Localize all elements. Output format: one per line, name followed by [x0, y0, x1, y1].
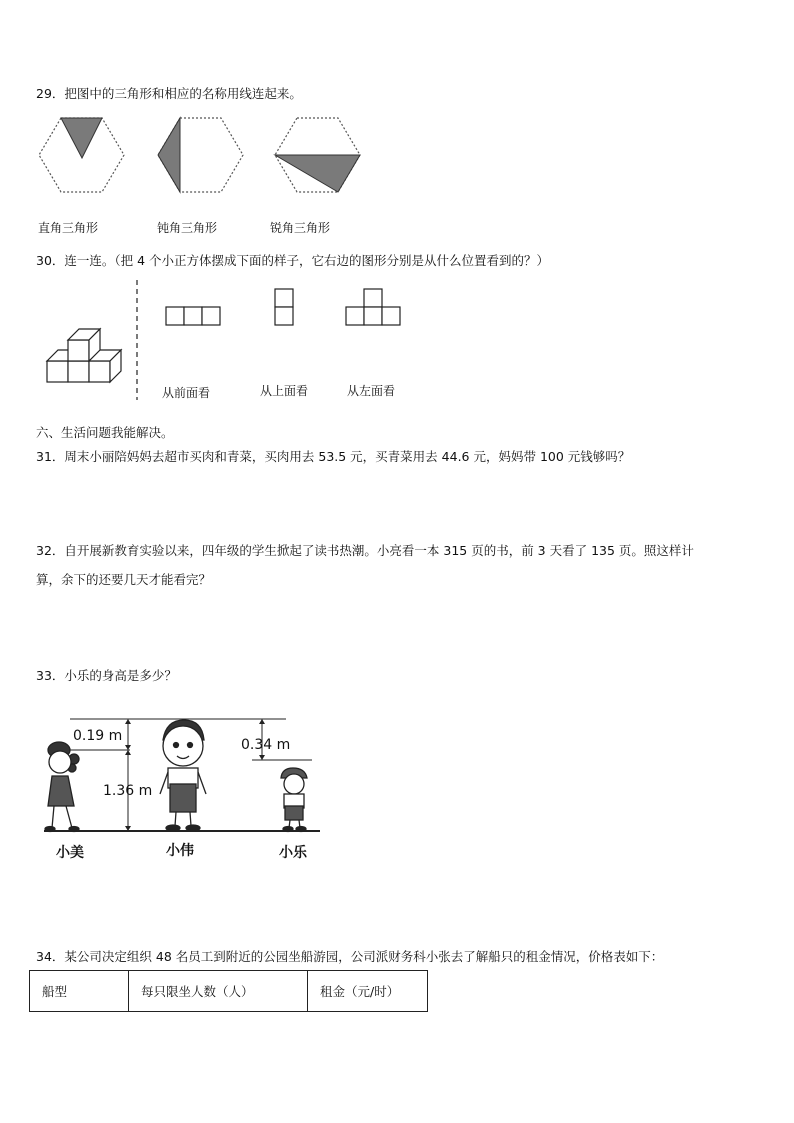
header-capacity: 每只限坐人数（人） — [129, 971, 308, 1012]
hexagon-acute-triangle — [275, 118, 360, 192]
question-30: 30．连一连。（把 4 个小正方体摆成下面的样子，它右边的图形分别是从什么位置看到的？） — [36, 253, 550, 268]
name-xiaomei: 小美 — [56, 845, 84, 861]
girl-figure — [45, 742, 79, 832]
question-34: 34．某公司决定组织 48 名员工到附近的公园坐船游园，公司派财务科小张去了解船只的租金情况，价格表如下： — [36, 949, 664, 964]
name-xiaowei: 小伟 — [166, 843, 194, 859]
question-32-line-1: 32．自开展新教育实验以来，四年级的学生掀起了读书热潮。小亮看一本 315 页的书，前 3 天看了 135 页。照这样计 — [36, 543, 694, 558]
header-boat-type: 船型 — [30, 971, 129, 1012]
question-32-line-2: 算，余下的还要几天才能看完？ — [36, 572, 212, 587]
label-top-view: 从上面看 — [260, 384, 309, 398]
price-table — [29, 970, 428, 1012]
table-row — [30, 971, 428, 1012]
cube-stack — [47, 329, 121, 382]
hexagon-obtuse-triangle — [158, 118, 243, 192]
left-view — [346, 289, 400, 325]
header-rent: 租金（元/时） — [308, 971, 428, 1012]
top-view — [275, 289, 293, 325]
boy-figure — [160, 720, 206, 831]
label-acute-triangle: 锐角三角形 — [270, 221, 331, 235]
measure-0-34: 0.34 m — [241, 737, 291, 753]
label-left-view: 从左面看 — [347, 384, 396, 398]
label-obtuse-triangle: 钝角三角形 — [157, 221, 218, 235]
label-right-triangle: 直角三角形 — [38, 221, 99, 235]
measure-0-19: 0.19 m — [73, 728, 123, 744]
measure-1-36: 1.36 m — [103, 783, 153, 799]
hexagon-figures — [0, 110, 794, 200]
question-31: 31．周末小丽陪妈妈去超市买肉和青菜，买肉用去 53.5 元，买青菜用去 44.6 元，妈妈带 100 元钱够吗？ — [36, 449, 631, 464]
front-view — [166, 307, 220, 325]
question-29: 29．把图中的三角形和相应的名称用线连起来。 — [36, 86, 302, 101]
name-xiaole: 小乐 — [279, 845, 307, 861]
label-front-view: 从前面看 — [162, 386, 211, 400]
small-boy-figure — [281, 768, 307, 832]
cube-views-figure — [0, 275, 794, 405]
hexagon-right-triangle — [39, 118, 124, 192]
section-6-heading: 六、生活问题我能解决。 — [36, 425, 174, 440]
question-33: 33．小乐的身高是多少？ — [36, 668, 177, 683]
